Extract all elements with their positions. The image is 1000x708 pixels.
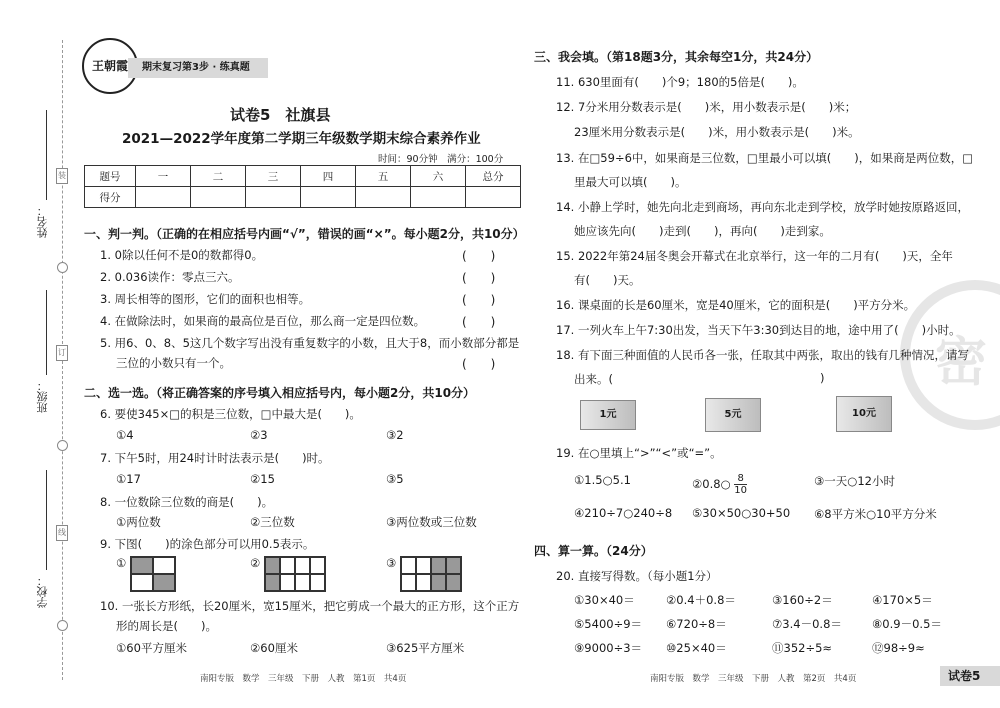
question-12-cont: 23厘米用分数表示是( )米，用小数表示是( )米。 [574, 125, 860, 139]
question-17: 17. 一列火车上午7:30出发，当天下午3:30到达目的地，途中用了( )小时。 [556, 323, 961, 337]
calc-item[interactable]: ⑩25×40＝ [666, 641, 727, 655]
question-15: 15. 2022年第24届冬奥会开幕式在北京举行，这一年的二月有( )天，全年 [556, 249, 953, 263]
margin-mark: 线 [56, 525, 68, 541]
question-11: 11. 630里面有( )个9；180的5倍是( )。 [556, 75, 804, 89]
compare-item[interactable]: ①1.5○5.1 [574, 473, 631, 487]
question-14: 14. 小静上学时，她先向北走到商场，再向东北走到学校，放学时她按原路返回， [556, 200, 969, 214]
judge-item: 1. 0除以任何不是0的数都得0。 [100, 248, 264, 262]
section2-heading: 二、选一选。（将正确答案的序号填入相应括号内，每小题2分，共10分） [84, 386, 476, 400]
compare-item[interactable]: ④210÷7○240÷8 [574, 506, 673, 520]
section4-heading: 四、算一算。（24分） [534, 544, 653, 558]
compare-item[interactable]: ②0.8○ $\frac{8}{10}$ [692, 473, 748, 496]
question-10: 10. 一张长方形纸，长20厘米，宽15厘米，把它剪成一个最大的正方形，这个正方 [100, 599, 520, 613]
binding-ring [57, 262, 68, 273]
score-cell[interactable] [466, 187, 521, 208]
time-info: 时间：90分钟 满分：100分 [378, 154, 504, 165]
score-header-cell: 二 [191, 166, 246, 187]
score-header-cell: 题号 [85, 166, 136, 187]
calc-item[interactable]: ⑥720÷8＝ [666, 617, 727, 631]
banknote-10-yuan: 10元 [836, 396, 892, 432]
choice-option[interactable]: ③2 [386, 428, 404, 442]
banknote-5-yuan: 5元 [705, 398, 761, 432]
answer-paren[interactable]: ( ) [462, 357, 496, 371]
score-cell[interactable] [246, 187, 301, 208]
question-19: 19. 在○里填上“>”“<”或“=”。 [556, 446, 722, 460]
question-18-close: ) [820, 371, 825, 385]
score-cell[interactable] [411, 187, 466, 208]
answer-paren[interactable]: ( ) [462, 293, 496, 307]
question-15-cont: 有( )天。 [574, 273, 641, 287]
compare-item[interactable]: ⑥8平方米○10平方分米 [814, 507, 937, 521]
choice-option[interactable]: ② [250, 556, 261, 570]
margin-mark: 订 [56, 345, 68, 361]
fraction-grid-2 [264, 556, 326, 592]
name-line [46, 110, 47, 200]
calc-item[interactable]: ③160÷2＝ [772, 593, 833, 607]
exam-title: 试卷5 社旗县 [230, 106, 331, 124]
school-line [46, 470, 47, 570]
calc-item[interactable]: ①30×40＝ [574, 593, 635, 607]
compare-item[interactable]: ⑤30×50○30+50 [692, 506, 791, 520]
choice-option[interactable]: ①17 [116, 472, 141, 486]
question-10-cont: 形的周长是( )。 [116, 619, 217, 633]
calc-item[interactable]: ⑤5400÷9＝ [574, 617, 643, 631]
score-cell[interactable] [136, 187, 191, 208]
page-footer-right: 南阳专版 数学 三年级 下册 人教 第2页 共4页 [650, 674, 857, 684]
class-label: 班级： [36, 380, 49, 413]
choice-option[interactable]: ①60平方厘米 [116, 641, 187, 655]
choice-option[interactable]: ③ [386, 556, 397, 570]
choice-option[interactable]: ③5 [386, 472, 404, 486]
score-row-label: 得分 [85, 187, 136, 208]
page-footer-left: 南阳专版 数学 三年级 下册 人教 第1页 共4页 [200, 674, 407, 684]
fraction-grid-3 [400, 556, 462, 592]
score-header-cell: 四 [301, 166, 356, 187]
section-banner: 期末复习第3步 · 练真题 [128, 58, 268, 78]
choice-option[interactable]: ②三位数 [250, 515, 295, 529]
choice-option[interactable]: ③625平方厘米 [386, 641, 465, 655]
judge-item: 4. 在做除法时，如果商的最高位是百位，那么商一定是四位数。 [100, 314, 426, 328]
answer-paren[interactable]: ( ) [462, 271, 496, 285]
calc-item[interactable]: ⑫98÷9≈ [872, 641, 925, 655]
calc-item[interactable]: ⑪352÷5≈ [772, 641, 833, 655]
score-header-cell: 一 [136, 166, 191, 187]
score-header-cell: 总分 [466, 166, 521, 187]
score-cell[interactable] [356, 187, 411, 208]
choice-option[interactable]: ③两位数或三位数 [386, 515, 477, 529]
choice-option[interactable]: ①两位数 [116, 515, 161, 529]
question-20: 20. 直接写得数。（每小题1分） [556, 569, 718, 583]
question-6: 6. 要使345×□的积是三位数，□中最大是( )。 [100, 407, 361, 421]
choice-option[interactable]: ②60厘米 [250, 641, 298, 655]
question-8: 8. 一位数除三位数的商是( )。 [100, 495, 274, 509]
answer-paren[interactable]: ( ) [462, 315, 496, 329]
binding-ring [57, 620, 68, 631]
school-label: 学校： [36, 575, 49, 608]
calc-item[interactable]: ②0.4＋0.8＝ [666, 593, 736, 607]
exam-number-tab: 试卷5 [940, 666, 1000, 686]
question-13-cont: 里最大可以填( )。 [574, 175, 687, 189]
calc-item[interactable]: ⑨9000÷3＝ [574, 641, 643, 655]
question-16: 16. 课桌面的长是60厘米，宽是40厘米，它的面积是( )平方分米。 [556, 298, 916, 312]
judge-item: 2. 0.036读作：零点三六。 [100, 270, 240, 284]
score-header-cell: 六 [411, 166, 466, 187]
exam-subtitle: 2021—2022学年度第二学期三年级数学期末综合素养作业 [122, 131, 481, 147]
question-9: 9. 下图( )的涂色部分可以用0.5表示。 [100, 537, 315, 551]
choice-option[interactable]: ②15 [250, 472, 275, 486]
fraction-grid-1 [130, 556, 176, 592]
name-label: 姓名： [36, 205, 49, 238]
judge-item-cont: 三位的小数只有一个。 [116, 356, 231, 370]
score-cell[interactable] [191, 187, 246, 208]
calc-item[interactable]: ⑧0.9－0.5＝ [872, 617, 942, 631]
choice-option[interactable]: ① [116, 556, 127, 570]
banknote-1-yuan: 1元 [580, 400, 636, 430]
question-18-cont: 出来。( [574, 372, 613, 386]
question-18: 18. 有下面三种面值的人民币各一张，任取其中两张，取出的钱有几种情况，请写 [556, 348, 969, 362]
score-header-cell: 三 [246, 166, 301, 187]
class-line [46, 290, 47, 375]
judge-item: 5. 用6、0、8、5这几个数字写出没有重复数字的小数，且大于8，而小数部分都是 [100, 336, 520, 350]
choice-option[interactable]: ①4 [116, 428, 134, 442]
compare-item[interactable]: ③一天○12小时 [814, 474, 895, 488]
brand-logo: 王朝霞 [82, 38, 138, 94]
answer-paren[interactable]: ( ) [462, 249, 496, 263]
calc-item[interactable]: ⑦3.4－0.8＝ [772, 617, 842, 631]
score-table [84, 165, 521, 208]
question-12: 12. 7分米用分数表示是( )米，用小数表示是( )米； [556, 100, 857, 114]
question-14-cont: 她应该先向( )走到( )，再向( )走到家。 [574, 224, 831, 238]
question-13: 13. 在□59÷6中，如果商是三位数，□里最小可以填( )，如果商是两位数，□ [556, 151, 974, 165]
fraction: $\frac{8}{10}$ [734, 473, 748, 496]
choice-option[interactable]: ②3 [250, 428, 268, 442]
binding-ring [57, 440, 68, 451]
question-7: 7. 下午5时，用24时计时法表示是( )时。 [100, 451, 330, 465]
judge-item: 3. 周长相等的图形，它们的面积也相等。 [100, 292, 311, 306]
margin-mark: 装 [56, 168, 68, 184]
score-cell[interactable] [301, 187, 356, 208]
calc-item[interactable]: ④170×5＝ [872, 593, 933, 607]
section3-heading: 三、我会填。（第18题3分，其余每空1分，共24分） [534, 50, 819, 64]
section1-heading: 一、判一判。（正确的在相应括号内画“√”，错误的画“×”。每小题2分，共10分） [84, 227, 525, 241]
watermark-text: 密 [935, 333, 988, 393]
score-header-cell: 五 [356, 166, 411, 187]
